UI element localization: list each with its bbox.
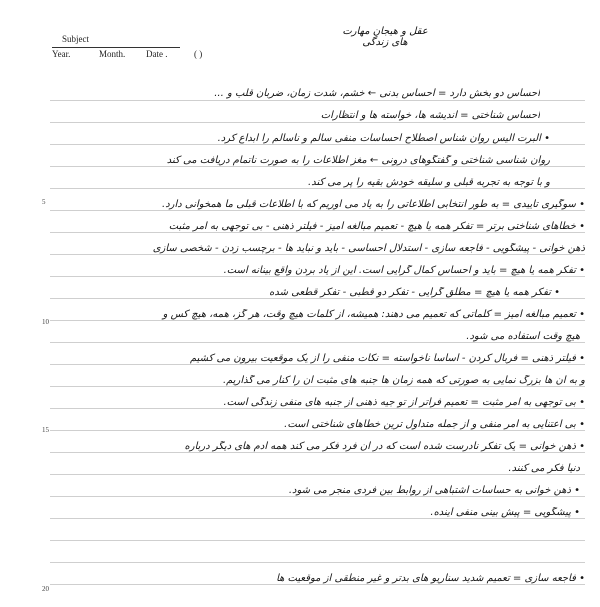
page-title: عقل و هیجان مهارت های زندگی bbox=[342, 26, 428, 48]
line-number-15: 15 bbox=[42, 426, 49, 434]
note-line: • ذهن خوانی = یک تفکر نادرست شده است که در آن فرد فکر می کند همه آدم های دیگر درباره bbox=[184, 441, 585, 452]
note-line: • ذهن خوانی به حساسات اشتباهی از روابط بین فردی منجر می شود. bbox=[288, 485, 580, 496]
ruled-line bbox=[50, 562, 585, 563]
line-number-5: 5 bbox=[42, 198, 46, 206]
note-line: احساس دو بخش دارد = احساس بدنی ← خشم، شدت زمان، ضربان قلب و ... bbox=[214, 88, 540, 99]
note-line: • سوگیری تأییدی = به طور انتخابی اطلاعاتی را به یاد می آوریم که با اطلاعات قبلی ما همخوانی دارد. bbox=[162, 199, 585, 210]
ruled-line bbox=[50, 100, 585, 101]
note-line: احساس شناختی = اندیشه ها، خواسته ها و انتظارات bbox=[320, 110, 540, 121]
date-label: Date . bbox=[146, 49, 168, 59]
month-label: Month. bbox=[99, 49, 126, 59]
date-parentheses: ( ) bbox=[194, 49, 203, 59]
year-label: Year. bbox=[52, 49, 71, 59]
note-line: • آلبرت الیس روان شناس اصطلاح احساسات منفی سالم و ناسالم را ابداع کرد. bbox=[217, 133, 550, 144]
note-line: • تفکر همه یا هیچ = مطلق گرایی - تفکر دو قطبی - تفکر قطعی شده bbox=[269, 287, 560, 298]
ruled-line bbox=[50, 122, 585, 123]
note-line: • خطاهای شناختی برتر = تفکر همه یا هیچ - تعمیم مبالغه آمیز - فیلتر ذهنی - بی توجهی به امر مثبت bbox=[168, 221, 585, 232]
line-number-20: 20 bbox=[42, 585, 49, 593]
note-line: دنیا فکر می کنند. bbox=[508, 463, 580, 474]
note-line: • بی توجهی به امر مثبت = تعمیم فراتر از تو جیه ذهنی از جنبه های منفی زندگی است. bbox=[223, 397, 585, 408]
note-line: هیچ وقت استفاده می شود. bbox=[466, 331, 580, 342]
note-line: روان شناسی شناختی و گفتگوهای درونی ← مغز اطلاعات را به صورت ناتمام دریافت می کند bbox=[166, 155, 550, 166]
subject-label: Subject bbox=[62, 34, 89, 44]
note-line: • فیلتر ذهنی = فربال کردن - اساساً ناخواسته = نکات منفی را از یک موقعیت بیرون می کشیم bbox=[190, 353, 585, 364]
ruled-line bbox=[50, 540, 585, 541]
note-line: • تعمیم مبالغه آمیز = کلماتی که تعمیم می دهند: همیشه، از کلمات هیچ وقت، هر گز، همه، هیچ کس و bbox=[162, 309, 585, 320]
line-number-10: 10 bbox=[42, 318, 49, 326]
note-line: ذهن خوانی - پیشگویی - فاجعه سازی - استدلال احساسی - باید و نباید ها - برچسب زدن - شخصی سازی bbox=[152, 243, 585, 254]
note-line: • بی اعتنایی به امر منفی و از جمله متداول ترین خطاهای شناختی است. bbox=[284, 419, 585, 430]
note-line: • فاجعه سازی = تعمیم شدید سناریو های بدتر و غیر منطقی از موقعیت ها bbox=[276, 573, 585, 584]
note-line: و با توجه به تجربه قبلی و سلیقه خودش بقیه را پر می کند. bbox=[308, 177, 550, 188]
note-line: • تفکر همه یا هیچ = باید و احساس کمال گرایی است. این از یاد بردن واقع بینانه است. bbox=[223, 265, 585, 276]
header-rule bbox=[52, 47, 180, 48]
note-line: و به آن ها بزرگ نمایی به صورتی که همه زمان ها جنبه های مثبت آن را کنار می گذاریم. bbox=[222, 375, 585, 386]
note-line: • پیشگویی = پیش بینی منفی آینده. bbox=[430, 507, 580, 518]
